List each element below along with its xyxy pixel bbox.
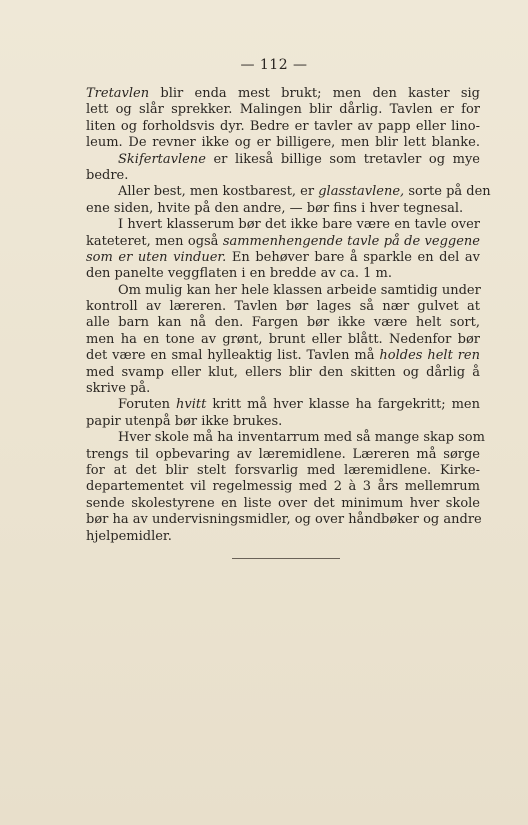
text-run: men ha en tone av grønt, brunt eller blått. Nedenfor bør xyxy=(86,331,480,347)
text-line xyxy=(86,152,480,168)
text-run: lett og slår sprekker. Malingen blir dårlig. Tavlen er for xyxy=(86,102,480,118)
text-line xyxy=(86,299,480,315)
text-line xyxy=(86,86,480,102)
text-run: hjelpemidler. xyxy=(86,528,172,544)
text-line xyxy=(86,447,480,463)
text-line xyxy=(86,315,480,331)
text-line xyxy=(86,234,480,250)
text-run: det være en smal hylleaktig list. Tavlen må xyxy=(86,348,380,364)
text-run: I hvert klasserum bør det ikke bare være en tavle over xyxy=(118,217,480,233)
body-text xyxy=(86,86,491,545)
text-run: med svamp eller klut, ellers blir den skitten og dårlig å xyxy=(86,364,480,380)
text-line xyxy=(86,201,480,217)
text-run: papir utenpå bør ikke brukes. xyxy=(86,413,283,429)
text-run: leum. De revner ikke og er billigere, men blir lett blanke. xyxy=(86,135,480,151)
text-run: ene siden, hvite på den andre, — bør fins i hver tegnesal. xyxy=(86,200,464,216)
text-line xyxy=(86,168,480,184)
text-run: trengs til opbevaring av læremidlene. Læreren må sørge xyxy=(86,446,480,462)
text-line xyxy=(86,266,480,282)
text-line xyxy=(86,463,480,479)
italic-phrase: hvitt xyxy=(176,397,207,413)
italic-phrase: som er uten vinduer. xyxy=(86,249,227,265)
text-run: alle barn kan nå den. Fargen bør ikke være helt sort, xyxy=(86,315,480,331)
text-run: bør ha av undervisningsmidler, og over håndbøker og andre xyxy=(86,512,482,528)
text-run: Foruten xyxy=(118,397,177,413)
text-run: den panelte veggflaten i en bredde av ca. 1 m. xyxy=(86,266,392,282)
text-line xyxy=(86,397,480,413)
text-run: Aller best, men kostbarest, er xyxy=(118,184,319,200)
text-run: Om mulig kan her hele klassen arbeide samtidig under xyxy=(118,282,481,298)
text-line xyxy=(86,102,480,118)
text-run: departementet vil regelmessig med 2 à 3 års mellemrum xyxy=(86,479,480,495)
text-run: for at det blir stelt forsvarlig med læremidlene. Kirke- xyxy=(86,462,480,478)
text-line xyxy=(86,250,480,266)
text-run: kritt må hver klasse ha fargekritt; men xyxy=(206,397,480,413)
text-line xyxy=(86,414,480,430)
text-line xyxy=(86,479,480,495)
text-line xyxy=(86,512,480,528)
text-line xyxy=(86,283,480,299)
text-line xyxy=(86,332,480,348)
italic-phrase: Tretavlen xyxy=(86,86,150,101)
text-run: Hver skole må ha inventarrum med så mange skap som xyxy=(118,430,485,446)
text-run: er likeså billige som tretavler og mye xyxy=(205,151,480,167)
text-line xyxy=(86,496,480,512)
text-line xyxy=(86,119,480,135)
text-run: bedre. xyxy=(86,167,129,183)
text-line xyxy=(86,381,480,397)
text-line xyxy=(86,430,485,446)
text-run: sorte på den xyxy=(404,184,491,200)
italic-phrase: glasstavlene, xyxy=(318,184,405,200)
text-line xyxy=(86,365,480,381)
text-line xyxy=(86,135,480,151)
italic-phrase: holdes helt ren xyxy=(379,348,480,364)
page-number: — 112 — xyxy=(240,57,308,73)
text-line xyxy=(86,348,480,364)
text-run: En behøver bare å sparkle en del av xyxy=(226,249,480,265)
text-line xyxy=(86,184,491,200)
italic-phrase: sammenhengende tavle på de veggene xyxy=(222,233,480,249)
text-run: kateteret, men også xyxy=(86,233,223,249)
text-run: blir enda mest brukt; men den kaster sig xyxy=(149,86,480,101)
section-divider xyxy=(232,558,340,559)
text-run: liten og forholdsvis dyr. Bedre er tavler av papp eller lino- xyxy=(86,118,480,134)
text-run: kontroll av læreren. Tavlen bør lages så nær gulvet at xyxy=(86,299,480,315)
italic-phrase: Skifertavlene xyxy=(118,151,206,167)
text-line xyxy=(86,217,480,233)
text-run: sende skolestyrene en liste over det minimum hver skole xyxy=(86,495,480,511)
text-run: skrive på. xyxy=(86,381,151,397)
text-line xyxy=(86,529,480,545)
